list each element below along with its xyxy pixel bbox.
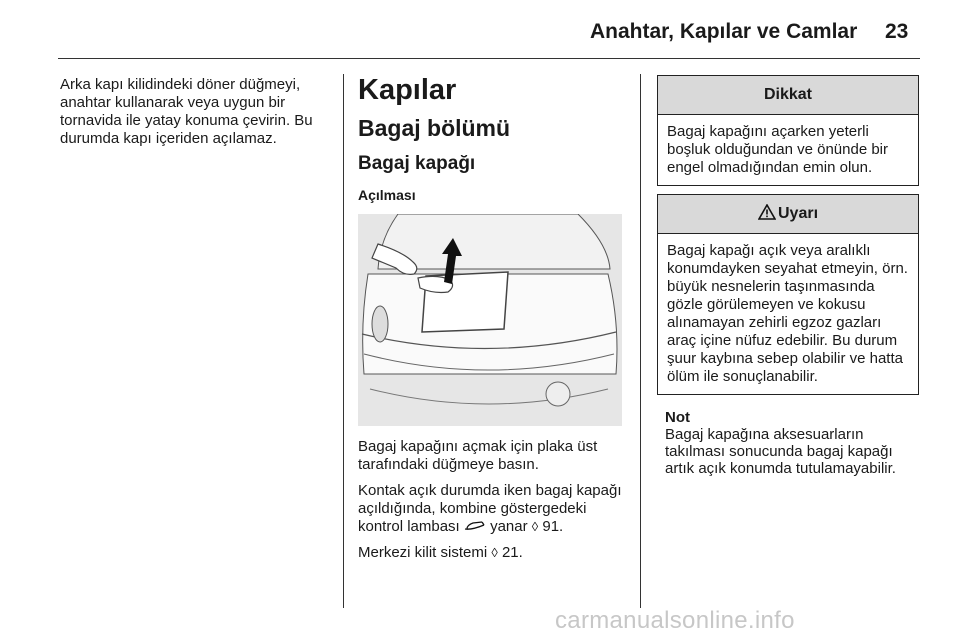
tailgate-opening-illustration <box>358 214 622 426</box>
warning-triangle-icon <box>758 204 776 220</box>
section-heading-tailgate: Bagaj kapağı <box>358 153 476 174</box>
warning-header <box>658 195 918 234</box>
caution-box <box>657 75 919 186</box>
caution-title: Dikkat <box>658 76 918 115</box>
header-title: Anahtar, Kapılar ve Camlar <box>590 20 858 43</box>
section-heading-luggage: Bagaj bölümü <box>358 115 511 141</box>
tailgate-open-lamp-icon <box>464 520 486 532</box>
warning-box <box>657 194 919 395</box>
column-divider-right <box>640 74 641 608</box>
reference-diamond-icon: ◊ <box>531 519 539 534</box>
warning-text: Bagaj kapağı açık veya aralıklı konumdayken seyahat etmeyin, örn. büyük nesnelerin taşınmasında gözle görülemeyen ve kokusu alınamayan zehirli egzoz gazları araç içine nüfuz edebilir. Bu durum şuur kaybına sebep olabilir ve hatta ölüm ile sonuçlanabilir. <box>667 242 908 385</box>
central-locking-text: Merkezi kilit sistemi <box>358 544 488 561</box>
tailgate-lamp-paragraph <box>358 482 626 536</box>
column-1 <box>60 76 335 148</box>
reference-diamond-icon: ◊ <box>491 545 498 560</box>
page-reference-91[interactable]: 91. <box>542 518 564 535</box>
page-number: 23 <box>885 20 909 43</box>
note-label: Not <box>665 409 690 426</box>
column-3 <box>657 75 919 477</box>
rear-door-lock-paragraph: Arka kapı kilidindeki döner düğmeyi, anahtar kullanarak veya uygun bir tornavida ile yatay konuma çevirin. Bu durumda kapı içeriden açılamaz. <box>60 76 313 147</box>
page-reference-21[interactable]: 21. <box>501 544 523 561</box>
caution-text: Bagaj kapağını açarken yeterli boşluk olduğundan ve önünde bir engel olmadığından emin olun. <box>667 123 889 176</box>
central-locking-reference <box>358 544 626 562</box>
tailgate-open-instruction: Bagaj kapağını açmak için plaka üst tarafındaki düğmeye basın. <box>358 438 598 473</box>
tailgate-lamp-text-cont: yanar <box>490 518 528 535</box>
section-heading-opening: Açılması <box>358 187 416 203</box>
warning-title: Uyarı <box>777 205 819 222</box>
tailgate-lamp-text: Kontak açık durumda iken bagaj kapağı açıldığında, kombine göstergedeki kontrol lambası <box>358 482 622 535</box>
note-block <box>657 409 919 477</box>
column-2 <box>358 74 626 562</box>
tailgate-illustration-svg <box>358 214 622 426</box>
header-rule <box>58 58 920 59</box>
note-text: Bagaj kapağına aksesuarların takılması sonucunda bagaj kapağı artık açık konumda tutulamayabilir. <box>665 426 896 477</box>
column-divider-left <box>343 74 344 608</box>
site-watermark: carmanualsonline.info <box>555 607 795 634</box>
section-heading-doors: Kapılar <box>358 74 457 106</box>
